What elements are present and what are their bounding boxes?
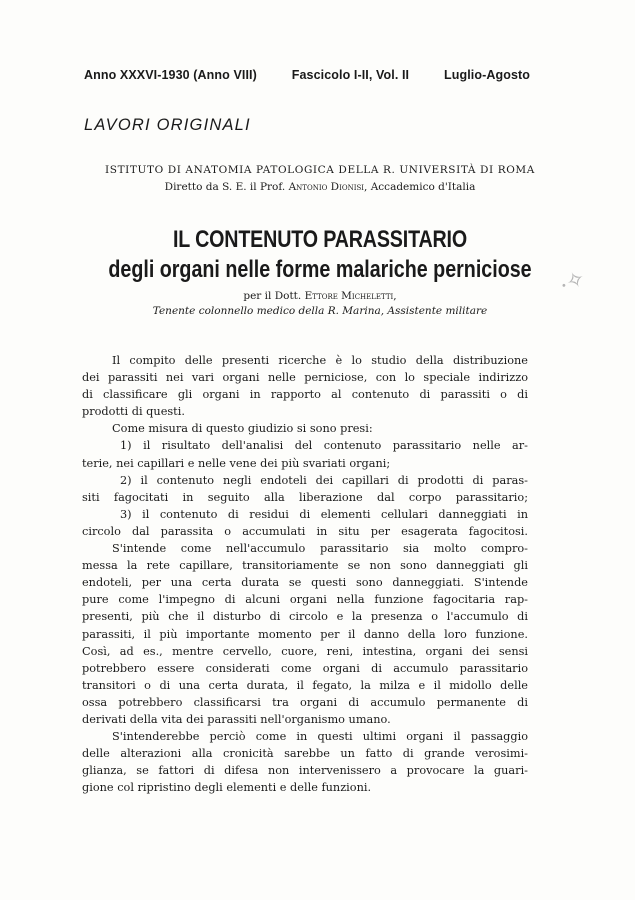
body-line: ossa potrebbero classificarsi tra organi di accumulo permanente di bbox=[82, 695, 528, 709]
header-year: Anno XXXVI-1930 (Anno VIII) bbox=[84, 68, 257, 82]
body-line: prodotti di questi. bbox=[82, 405, 185, 419]
article-title-line2: degli organi nelle forme malariche perniciose bbox=[108, 256, 532, 283]
author-line bbox=[60, 290, 580, 302]
body-line: gione col ripristino degli elementi e delle funzioni. bbox=[82, 781, 372, 795]
director-suffix: , Accademico d'Italia bbox=[364, 181, 476, 193]
body-line: Come misura di questo giudizio si sono presi: bbox=[112, 422, 373, 436]
director-name: Antonio Dionisi bbox=[288, 181, 365, 193]
margin-stamp-mark: ·✧ bbox=[555, 265, 590, 300]
body-line: terie, nei capillari e nelle vene dei più svariati organi; bbox=[82, 456, 391, 470]
body-line: transitori o di una certa durata, il fegato, la milza e il midollo delle bbox=[82, 678, 528, 692]
section-title: LAVORI ORIGINALI bbox=[84, 116, 251, 134]
body-line: siti fagocitati in seguito alla liberazione dal corpo parassitario; bbox=[82, 490, 528, 504]
running-header bbox=[84, 68, 530, 82]
body-line: di classificare gli organi in rapporto al contenuto di parassiti o di bbox=[82, 388, 528, 402]
header-months: Luglio-Agosto bbox=[444, 68, 530, 82]
body-line: pure come l'impegno di alcuni organi nella funzione fagocitaria rap- bbox=[82, 593, 528, 607]
author-name: Ettore Micheletti bbox=[304, 290, 394, 302]
body-line: delle alterazioni alla cronicità sarebbe un fatto di grande verosimi- bbox=[82, 747, 528, 761]
header-issue: Fascicolo I-II, Vol. II bbox=[291, 68, 410, 82]
body-line: messa la rete capillare, transitoriamente se non sono danneggiati gli bbox=[82, 559, 528, 573]
body-line: 2) il contenuto negli endoteli dei capillari di prodotti di paras- bbox=[120, 473, 528, 487]
body-line: derivati della vita dei parassiti nell'organismo umano. bbox=[82, 712, 391, 726]
author-prefix: per il Dott. bbox=[243, 290, 302, 302]
body-line: endoteli, per una certa durata se questi sono danneggiati. S'intende bbox=[82, 576, 528, 590]
body-line: S'intende come nell'accumulo parassitario sia molto compro- bbox=[112, 542, 528, 556]
body-line: circolo dal parassita o accumulati in situ per esagerata fagocitosi. bbox=[82, 524, 528, 538]
author-rank: Tenente colonnello medico della R. Marina, Assistente militare bbox=[152, 305, 488, 317]
body-line: glianza, se fattori di difesa non intervenissero a provocare la guari- bbox=[82, 764, 528, 778]
director-prefix: Diretto da S. E. il Prof. bbox=[164, 181, 286, 193]
body-line: dei parassiti nei vari organi nelle perniciose, con lo speciale indirizzo bbox=[82, 371, 528, 385]
director-line bbox=[60, 181, 580, 193]
article-title-line1: IL CONTENUTO PARASSITARIO bbox=[172, 226, 468, 253]
institute-name: ISTITUTO DI ANATOMIA PATOLOGICA DELLA R. UNIVERSITÀ DI ROMA bbox=[105, 164, 535, 176]
body-line: parassiti, il più importante momento per il danno della loro funzione. bbox=[82, 627, 528, 641]
body-line: Il compito delle presenti ricerche è lo studio della distribuzione bbox=[112, 354, 528, 367]
body-line: potrebbero essere considerati come organi di accumulo parassitario bbox=[82, 661, 528, 675]
author-suffix: , bbox=[393, 290, 397, 302]
article-body bbox=[82, 352, 528, 796]
body-line: S'intenderebbe perciò come in questi ultimi organi il passaggio bbox=[112, 730, 528, 744]
body-line: presenti, più che il disturbo di circolo e la presenza o l'accumulo di bbox=[82, 610, 528, 624]
body-line: Così, ad es., mentre cervello, cuore, reni, intestina, organi dei sensi bbox=[82, 644, 528, 658]
body-line: 1) il risultato dell'analisi del contenuto parassitario nelle ar- bbox=[120, 439, 528, 453]
body-line: 3) il contenuto di residui di elementi cellulari danneggiati in bbox=[120, 507, 528, 521]
